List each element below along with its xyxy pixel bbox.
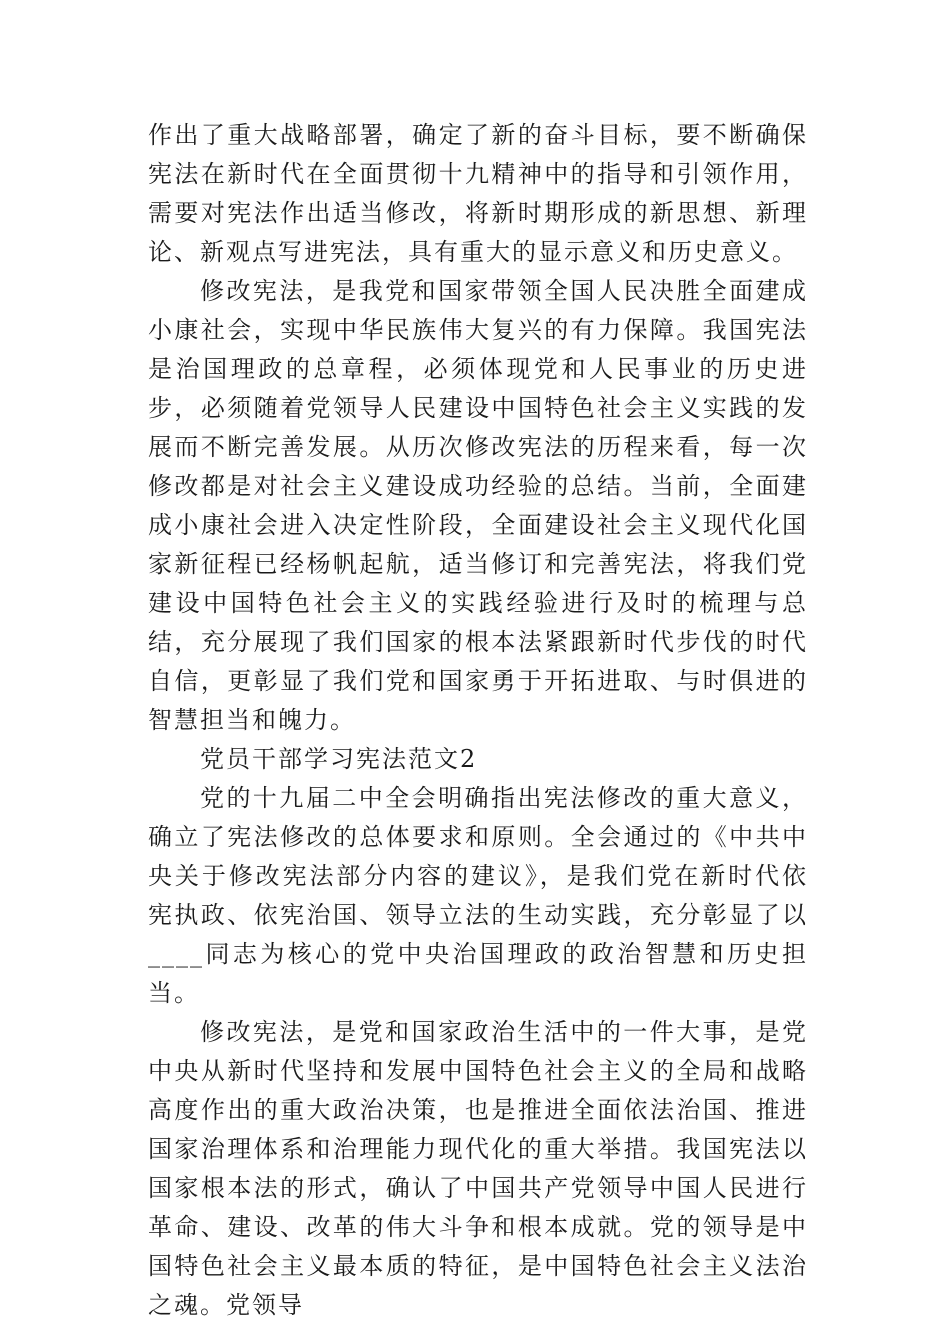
- paragraph-4: 修改宪法，是党和国家政治生活中的一件大事，是党中央从新时代坚持和发展中国特色社会主义的全局和战略高度作出的重大政治决策，也是推进全面依法治国、推进国家治理体系和治理能力现代化的重大举措。我国宪法以国家根本法的形式，确认了中国共产党领导中国人民进行革命、建设、改革的伟大斗争和根本成就。党的领导是中国特色社会主义最本质的特征，是中国特色社会主义法治之魂。党领导: [148, 1018, 808, 1319]
- paragraph-2: 修改宪法，是我党和国家带领全国人民决胜全面建成小康社会，实现中华民族伟大复兴的有力保障。我国宪法是治国理政的总章程，必须体现党和人民事业的历史进步，必须随着党领导人民建设中国特色社会主义实践的发展而不断完善发展。从历次修改宪法的历程来看，每一次修改都是对社会主义建设成功经验的总结。当前，全面建成小康社会进入决定性阶段，全面建设社会主义现代化国家新征程已经杨帆起航，适当修订和完善宪法，将我们党建设中国特色社会主义的实践经验进行及时的梳理与总结，充分展现了我们国家的根本法紧跟新时代步伐的时代自信，更彰显了我们党和国家勇于开拓进取、与时俱进的智慧担当和魄力。: [148, 277, 808, 734]
- paragraph-3: 党的十九届二中全会明确指出宪法修改的重大意义，确立了宪法修改的总体要求和原则。全会通过的《中共中央关于修改宪法部分内容的建议》，是我们党在新时代依宪执政、依宪治国、领导立法的生动实践，充分彰显了以____同志为核心的党中央治国理政的政治智慧和历史担当。: [148, 784, 808, 1007]
- document-page: [148, 116, 808, 1325]
- section-heading: 党员干部学习宪法范文2: [200, 745, 478, 773]
- paragraph-1: 作出了重大战略部署，确定了新的奋斗目标，要不断确保宪法在新时代在全面贯彻十九精神中的指导和引领作用，需要对宪法作出适当修改，将新时期形成的新思想、新理论、新观点写进宪法，具有重大的显示意义和历史意义。: [148, 121, 808, 266]
